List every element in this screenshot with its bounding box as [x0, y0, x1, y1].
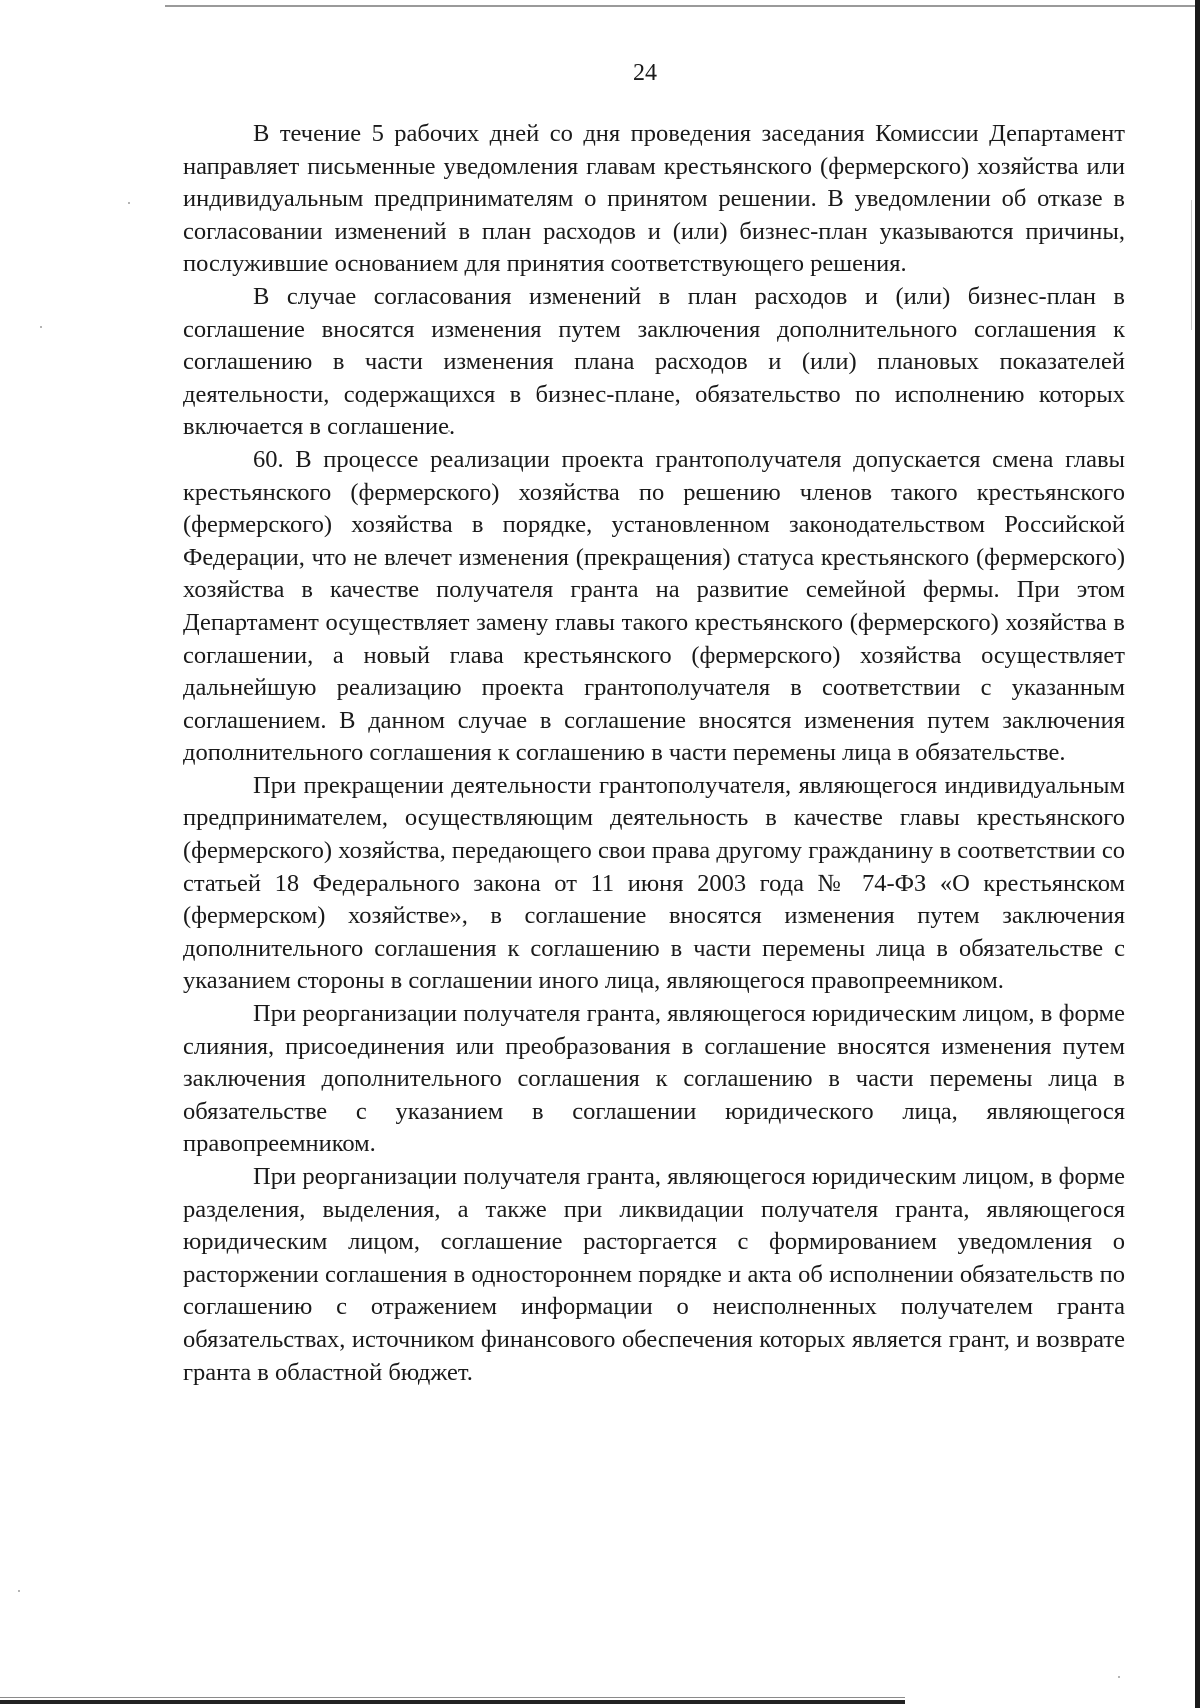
paragraph-reorganization-division: При реорганизации получателя гранта, являющегося юридическим лицом, в форме разделения, выделения, а также при ликвидации получателя гранта, являющегося юридическим лицом, соглашение расторгается с формированием уведомления о расторжении соглашения в одностороннем порядке и акта об исполнении обязательств по соглашению с отражением информации о неисполненных получателем гранта обязательствах, источником финансового обеспечения которых является грант, и возврате гранта в областной бюджет. [183, 1163, 1125, 1386]
scan-speck [18, 1590, 20, 1592]
scan-top-edge-line [165, 5, 1200, 7]
scan-right-edge-shadow [1195, 0, 1200, 1708]
scan-bottom-edge-line [0, 1700, 905, 1704]
paragraph-entrepreneur-termination: При прекращении деятельности грантополучателя, являющегося индивидуальным предпринимателем, осуществляющим деятельность в качестве главы крестьянского (фермерского) хозяйства, передающего свои права другому гражданину в соответствии со статьей 18 Федерального закона от 11 июня 2003 года № 74-ФЗ «О крестьянском (фермерском) хозяйстве», в соглашение вносятся изменения путем заключения дополнительного соглашения к соглашению в части перемены лица в обязательстве с указанием стороны в соглашении иного лица, являющегося правопреемником. [183, 771, 1125, 995]
paragraph-notification: В течение 5 рабочих дней со дня проведения заседания Комиссии Департамент направляет письменные уведомления главам крестьянского (фермерского) хозяйства или индивидуальным предпринимателям о принятом решении. В уведомлении об отказе в согласовании изменений в план расходов и (или) бизнес-план указываются причины, послужившие основанием для принятия соответствующего решения. [183, 120, 1125, 278]
scan-right-faint-line [1191, 200, 1192, 330]
scan-speck [128, 202, 130, 204]
page-number: 24 [633, 60, 657, 86]
paragraph-reorganization-merger: При реорганизации получателя гранта, являющегося юридическим лицом, в форме слияния, присоединения или преобразования в соглашение вносятся изменения путем заключения дополнительного соглашения к соглашению в части перемены лица в обязательстве с указанием в соглашении юридического лица, являющегося правопреемником. [183, 1000, 1125, 1158]
scan-bottom-thin-line [0, 1697, 905, 1698]
scan-speck [40, 326, 42, 328]
paragraph-clause-60: 60. В процессе реализации проекта грантополучателя допускается смена главы крестьянского (фермерского) хозяйства по решению членов такого крестьянского (фермерского) хозяйства в порядке, установленном законодательством Российской Федерации, что не влечет изменения (прекращения) статуса крестьянского (фермерского) хозяйства в качестве получателя гранта на развитие семейной фермы. При этом Департамент осуществляет замену главы такого крестьянского (фермерского) хозяйства в соглашении, а новый глава крестьянского (фермерского) хозяйства осуществляет дальнейшую реализацию проекта грантополучателя в соответствии с указанным соглашением. В данном случае в соглашение вносятся изменения путем заключения дополнительного соглашения к соглашению в части перемены лица в обязательстве. [183, 445, 1125, 767]
paragraph-plan-changes: В случае согласования изменений в план расходов и (или) бизнес-план в соглашение вносятся изменения путем заключения дополнительного соглашения к соглашению в части изменения плана расходов и (или) плановых показателей деятельности, содержащихся в бизнес-плане, обязательство по исполнению которых включается в соглашение. [183, 282, 1125, 441]
scan-speck [1118, 1676, 1120, 1678]
document-body [183, 118, 1125, 1389]
